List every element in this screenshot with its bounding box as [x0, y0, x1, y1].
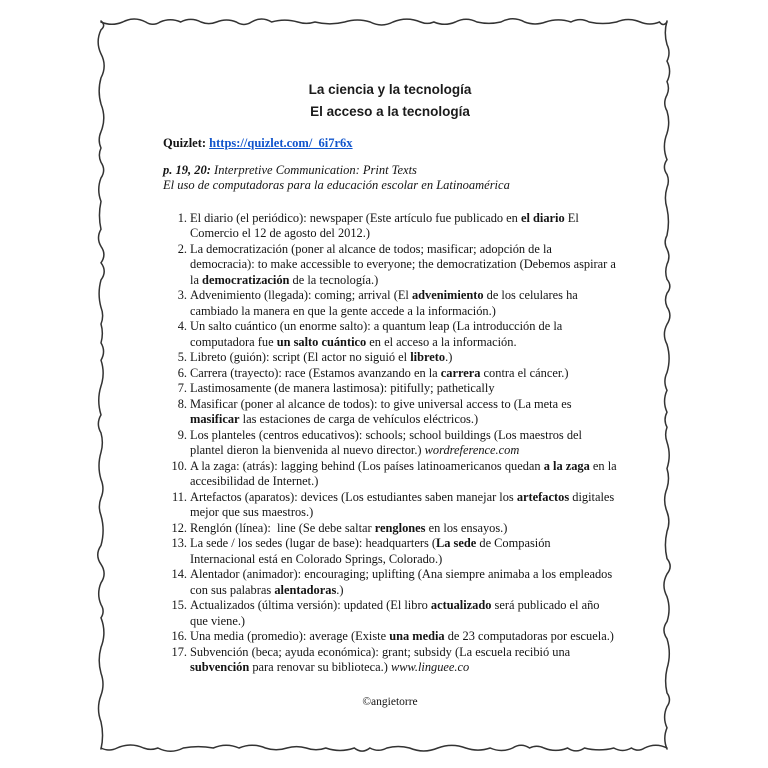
vocab-item [163, 521, 617, 537]
vocab-list [163, 211, 617, 676]
vocab-item-text: Artefactos (aparatos): devices (Los estudiantes saben manejar los artefactos digitales mejor que sus maestros.) [190, 489, 615, 519]
lesson-heading-text: Interpretive Communication: Print Texts [210, 162, 417, 177]
vocab-item-text: Masificar (poner al alcance de todos): to give universal access to (La meta es masificar las estaciones de carga de vehículos eléctricos.) [190, 396, 572, 426]
vocab-item-text: El diario (el periódico): newspaper (Este artículo fue publicado en el diario El Comercio el 12 de agosto del 2012.) [190, 210, 579, 240]
vocab-item-number: 14. [171, 567, 187, 581]
vocab-item [163, 428, 617, 459]
vocab-item [163, 598, 617, 629]
vocab-item [163, 366, 617, 382]
vocab-item [163, 567, 617, 598]
vocab-item-number: 9. [177, 427, 187, 442]
document-content [163, 0, 617, 709]
vocab-item-number: 10. [171, 458, 187, 473]
quizlet-label: Quizlet: [163, 136, 207, 150]
vocab-item-number: 3. [177, 288, 187, 302]
vocab-item-number: 12. [171, 520, 187, 535]
vocab-item-number: 13. [171, 536, 187, 550]
page-title [163, 79, 617, 123]
quizlet-link[interactable]: https://quizlet.com/_6i7r6x [209, 136, 353, 150]
vocab-item-text: Advenimiento (llegada): coming; arrival (El advenimiento de los celulares ha cambiado la manera en que la gente accede a la información.) [190, 288, 578, 318]
vocab-item [163, 381, 617, 397]
vocab-item [163, 319, 617, 350]
vocab-item [163, 490, 617, 521]
vocab-item-text: Una media (promedio): average (Existe una media de 23 computadoras por escuela.) [190, 629, 614, 643]
vocab-item-text: Renglón (línea): line (Se debe saltar renglones en los ensayos.) [190, 520, 508, 535]
lesson-heading [163, 163, 617, 179]
footer-copyright: ©angietorre [362, 695, 418, 708]
vocab-item-text: A la zaga: (atrás): lagging behind (Los países latinoamericanos quedan a la zaga en la accesibilidad de Internet.) [190, 458, 617, 488]
vocab-item-number: 1. [177, 210, 187, 225]
vocab-item-number: 8. [177, 396, 187, 411]
vocab-item-text: Libreto (guión): script (El actor no siguió el libreto.) [190, 350, 453, 364]
lesson-heading-block [163, 163, 617, 194]
vocab-item [163, 397, 617, 428]
vocab-item-number: 6. [177, 365, 187, 380]
vocab-item [163, 350, 617, 366]
vocab-item-number: 7. [177, 381, 187, 395]
vocab-item [163, 288, 617, 319]
lesson-subheading: El uso de computadoras para la educación escolar en Latinoamérica [163, 178, 510, 192]
vocab-item-number: 11. [171, 489, 187, 504]
vocab-item-text: Alentador (animador): encouraging; uplifting (Ana siempre animaba a los empleados con sus palabras alentadoras.) [190, 567, 613, 597]
vocab-item [163, 645, 617, 676]
vocab-item [163, 211, 617, 242]
page-title-line-2: El acceso a la tecnología [310, 104, 470, 119]
vocab-item-text: Carrera (trayecto): race (Estamos avanzando en la carrera contra el cáncer.) [190, 365, 569, 380]
quizlet-line [163, 136, 617, 152]
lesson-pages: p. 19, 20: [163, 162, 211, 177]
vocab-item-text: Actualizados (última versión): updated (El libro actualizado será publicado el año que viene.) [190, 598, 600, 628]
vocab-item-number: 4. [177, 319, 187, 333]
vocab-item-text: Lastimosamente (de manera lastimosa): pitifully; pathetically [190, 381, 495, 395]
vocab-item-text: Los planteles (centros educativos): schools; school buildings (Los maestros del plantel dieron la bienvenida al nuevo director.) wordreference.com [190, 427, 582, 457]
vocab-item [163, 536, 617, 567]
vocab-item [163, 242, 617, 289]
vocab-item [163, 459, 617, 490]
vocab-item-text: Subvención (beca; ayuda económica): grant; subsidy (La escuela recibió una subvención para renovar su biblioteca.) www.linguee.co [190, 644, 571, 674]
vocab-item-text: La sede / los sedes (lugar de base): headquarters (La sede de Compasión Internacional está en Colorado Springs, Colorado.) [190, 536, 551, 566]
page-title-line-1: La ciencia y la tecnología [308, 82, 472, 97]
vocab-item-text: Un salto cuántico (un enorme salto): a quantum leap (La introducción de la computadora fue un salto cuántico en el acceso a la información. [190, 319, 563, 349]
vocab-item-number: 5. [177, 350, 187, 364]
vocab-item-number: 15. [171, 598, 187, 612]
vocab-item [163, 629, 617, 645]
vocab-item-number: 2. [177, 241, 187, 256]
vocab-item-text: La democratización (poner al alcance de todos; masificar; adopción de la democracia): to make accessible to everyone; the democratization (Debemos aspirar a la democratización de la tecnología.) [190, 241, 616, 287]
vocab-item-number: 17. [171, 644, 187, 659]
vocab-item-number: 16. [171, 629, 187, 643]
